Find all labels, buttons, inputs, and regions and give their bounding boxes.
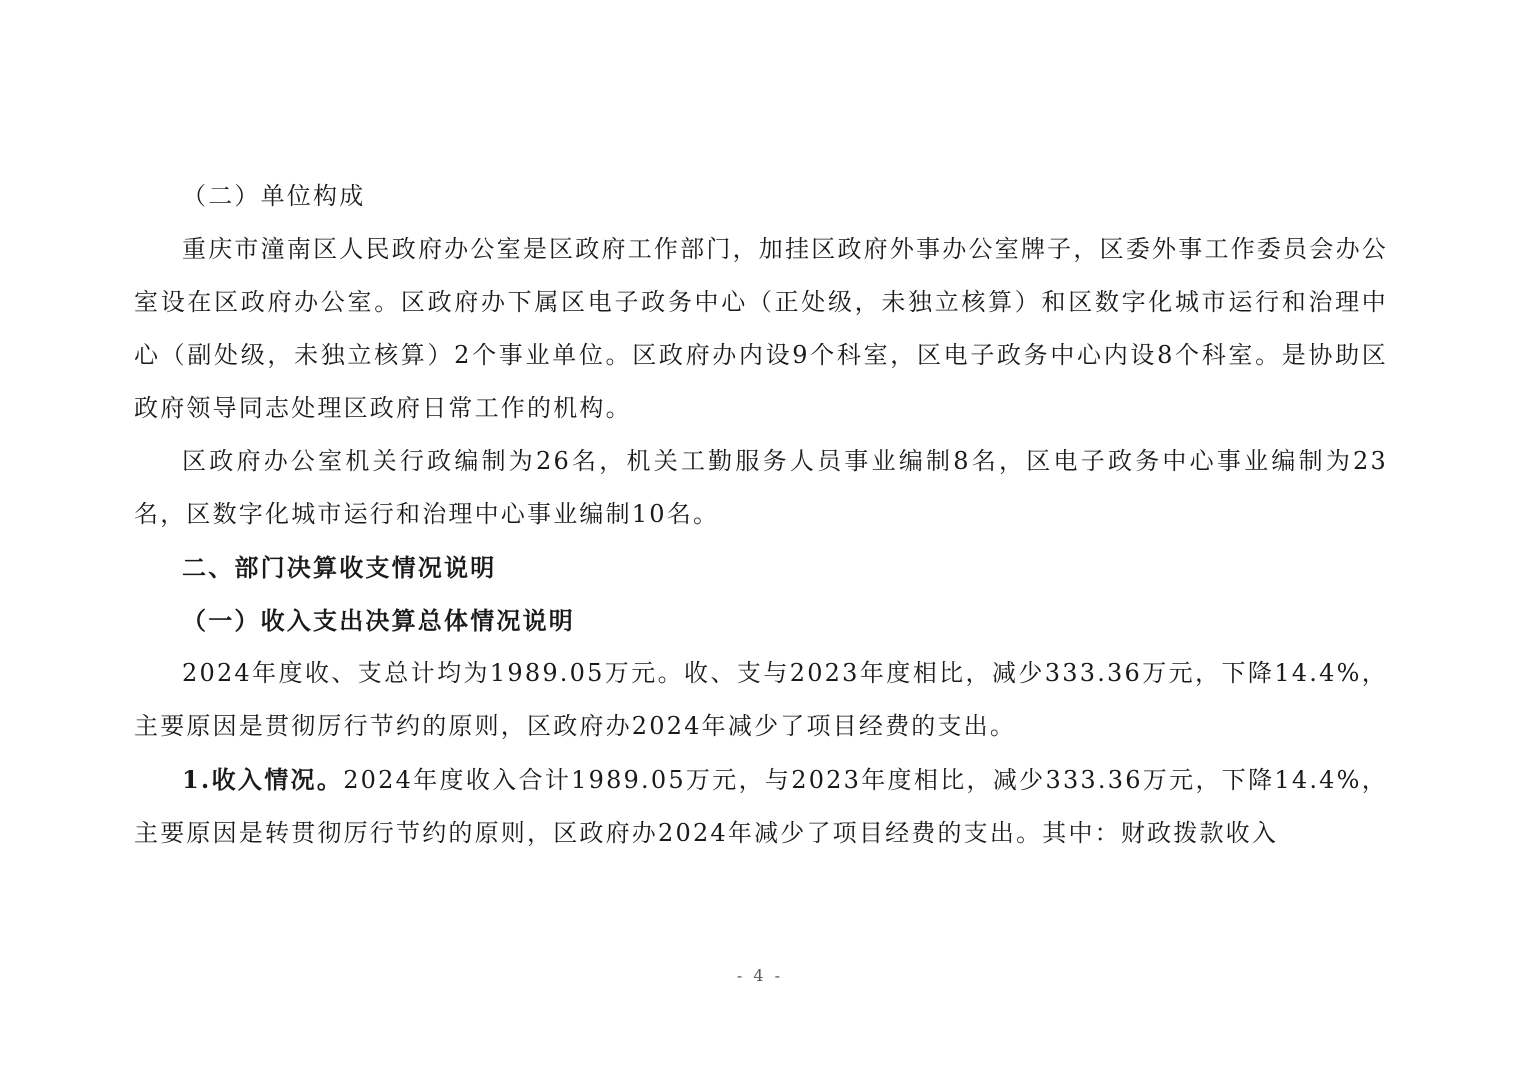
income-lead-label: 1.收入情况。 [182, 765, 344, 794]
income-text: 2024年度收入合计1989.05万元，与2023年度相比，减少333.36万元，下降14.4%，主要原因是转贯彻厉行节约的原则，区政府办2024年减少了项目经费的支出。其中：财政拨款收入 [134, 766, 1388, 847]
section-heading-unit-composition: （二）单位构成 [182, 182, 366, 210]
paragraph-income [134, 753, 1388, 860]
paragraph-staffing: 区政府办公室机关行政编制为26名，机关工勤服务人员事业编制8名，区电子政务中心事业编制为23名，区数字化城市运行和治理中心事业编制10名。 [134, 447, 1388, 528]
subsection-heading-overview: （一）收入支出决算总体情况说明 [182, 606, 575, 635]
document-body [134, 170, 1388, 860]
paragraph-unit-description: 重庆市潼南区人民政府办公室是区政府工作部门，加挂区政府外事办公室牌子，区委外事工作委员会办公室设在区政府办公室。区政府办下属区电子政务中心（正处级，未独立核算）和区数字化城市运行和治理中心（副处级，未独立核算）2个事业单位。区政府办内设9个科室，区电子政务中心内设8个科室。是协助区政府领导同志处理区政府日常工作的机构。 [134, 235, 1388, 422]
paragraph-budget-overview: 2024年度收、支总计均为1989.05万元。收、支与2023年度相比，减少333.36万元，下降14.4%，主要原因是贯彻厉行节约的原则，区政府办2024年减少了项目经费的支出。 [134, 659, 1388, 740]
page-number: - 4 - [736, 966, 784, 985]
section-heading-budget: 二、部门决算收支情况说明 [182, 553, 497, 582]
